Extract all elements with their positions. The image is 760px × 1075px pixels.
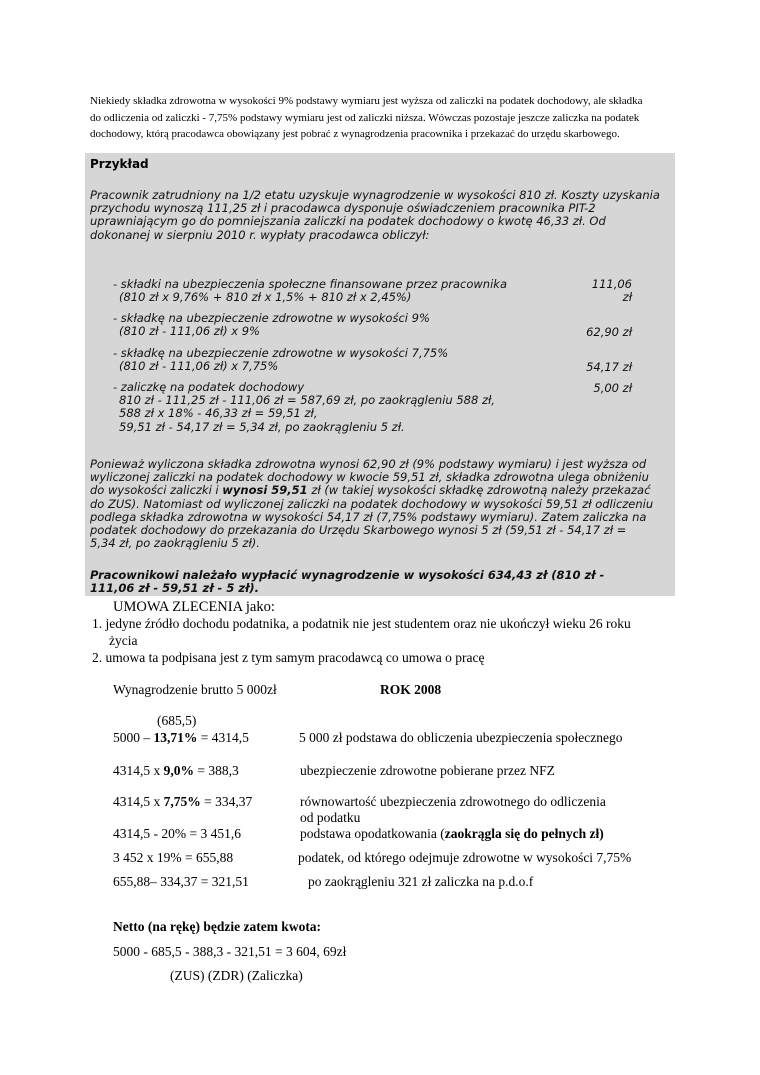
item-amount: [572, 278, 632, 304]
conclusion-line: podlega składka zdrowotna w wysokości 54,17 zł (7,75% podstawy wymiaru). Zatem zaliczka na: [90, 509, 647, 524]
example-intro: [90, 189, 660, 242]
item-line: 810 zł - 111,25 zł - 111,06 zł = 587,69 zł, po zaokrągleniu 588 zł,: [119, 393, 495, 408]
calc-desc: równowartość ubezpieczenia zdrowotnego do odliczenia: [300, 794, 606, 809]
calc-text: 4314,5 x: [113, 794, 164, 809]
conclusion-emphasis: wynosi 59,51: [222, 483, 308, 498]
calc-desc: 5 000 zł podstawa do obliczenia ubezpieczenia społecznego: [299, 730, 623, 745]
conclusion-line: Ponieważ wyliczona składka zdrowotna wynosi 62,90 zł (9% podstawy wymiaru) i jest wyższa od: [90, 457, 647, 471]
year-label: ROK 2008: [380, 682, 442, 697]
calc-rate: 13,71%: [153, 730, 198, 745]
final-line: 111,06 zł - 59,51 zł - 5 zł).: [90, 581, 259, 596]
item-amount: 5,00 zł: [593, 381, 632, 395]
calc-rate: 7,75%: [163, 794, 201, 809]
conclusion-line: 5,34 zł, po zaokrągleniu 5 zł).: [90, 536, 260, 551]
calc-desc: od podatku: [300, 810, 361, 825]
example-intro-line: przychodu wynoszą 111,25 zł i pracodawca dysponuje oświadczeniem pracownika PIT-2: [90, 201, 596, 216]
item-line: - składki na ubezpieczenia społeczne finansowane przez pracownika: [113, 277, 507, 291]
example-final: [90, 569, 604, 595]
conclusion-line: [90, 484, 653, 497]
netto-labels: (ZUS) (ZDR) (Zaliczka): [170, 968, 303, 983]
item-amount: 62,90 zł: [586, 325, 632, 339]
calc-desc: ubezpieczenie zdrowotne pobierane przez NFZ: [300, 763, 555, 778]
brutto-label: Wynagrodzenie brutto 5 000zł: [113, 682, 277, 697]
item-line: 588 zł x 18% - 46,33 zł = 59,51 zł,: [119, 406, 318, 421]
calc-desc: po zaokrągleniu 321 zł zaliczka na p.d.o.f: [308, 874, 534, 889]
final-line: Pracownikowi należało wypłacić wynagrodzenie w wysokości 634,43 zł (810 zł -: [90, 568, 605, 582]
netto-heading: Netto (na rękę) będzie zatem kwota:: [113, 919, 322, 934]
conclusion-line: do ZUS). Natomiast od wyliczonej zaliczki na podatek dochodowy w wysokości 59,51 zł odliczeniu: [90, 496, 654, 511]
item-line: 59,51 zł - 54,17 zł = 5,34 zł, po zaokrągleniu 5 zł.: [119, 419, 405, 434]
deduction-item-health-9: [113, 312, 430, 338]
umowa-item-1-cont: życia: [109, 633, 138, 648]
item-line: (810 zł - 111,06 zł) x 7,75%: [119, 359, 279, 374]
calc-rate: 9,0%: [163, 763, 194, 778]
deduction-item-social: [113, 278, 507, 304]
umowa-item-1: 1. jedyne źródło dochodu podatnika, a podatnik nie jest studentem oraz nie ukończył wieku 26 roku: [92, 616, 631, 631]
example-heading: Przykład: [90, 157, 149, 171]
item-amount: 54,17 zł: [586, 360, 632, 374]
calc-row-advance: 655,88– 334,37 = 321,51: [113, 874, 249, 889]
calc-emphasis: zaokrągla się do pełnych zł): [444, 826, 604, 841]
zus-amount-note: (685,5): [157, 713, 197, 728]
calc-row-zus: [113, 730, 249, 746]
conclusion-line: podatek dochodowy do przekazania do Urzędu Skarbowego wynosi 5 zł (59,51 zł - 54,17 zł =: [90, 523, 627, 538]
conclusion-text: zł (w takiej wysokości składkę zdrowotną należy przekazać: [307, 483, 651, 498]
netto-formula: 5000 - 685,5 - 388,3 - 321,51 = 3 604, 69zł: [113, 944, 347, 959]
calc-text: 4314,5 x: [113, 763, 164, 778]
item-line: - zaliczkę na podatek dochodowy: [113, 380, 305, 394]
calc-row-tax: 3 452 x 19% = 655,88: [113, 850, 234, 865]
intro-line: dochodowy, którą pracodawca obowiązany jest pobrać z wynagrodzenia pracownika i przekazać do urzędu skarbowego.: [90, 128, 620, 140]
example-conclusion: [90, 458, 653, 550]
example-intro-line: Pracownik zatrudniony na 1/2 etatu uzyskuje wynagrodzenie w wysokości 810 zł. Koszty uzyskania: [90, 188, 660, 202]
calc-text: = 4314,5: [197, 730, 249, 745]
conclusion-text: do wysokości zaliczki i: [90, 483, 223, 498]
calc-text: podstawa opodatkowania (: [300, 826, 445, 841]
calc-text: = 334,37: [200, 794, 253, 809]
example-box: [85, 153, 675, 596]
intro-paragraph: [90, 93, 680, 143]
deduction-item-health-775: [113, 347, 448, 373]
amount-line: zł: [622, 290, 632, 305]
calc-text: 5000 –: [113, 730, 154, 745]
amount-line: 111,06: [591, 277, 632, 291]
umowa-heading: UMOWA ZLECENIA jako:: [113, 599, 275, 615]
calc-desc: podatek, od którego odejmuje zdrowotne w wysokości 7,75%: [298, 850, 632, 865]
calc-row-health: [113, 763, 239, 779]
example-intro-line: uprawniającym go do pomniejszania zaliczki na podatek dochodowy o kwotę 46,33 zł. Od: [90, 214, 606, 229]
calc-row-health-deduct: [113, 794, 252, 810]
calc-text: = 388,3: [194, 763, 239, 778]
umowa-item-2: 2. umowa ta podpisana jest z tym samym pracodawcą co umowa o pracę: [92, 650, 485, 665]
intro-line: Niekiedy składka zdrowotna w wysokości 9% podstawy wymiaru jest wyższa od zaliczki na podatek dochodowy, ale składka: [90, 95, 643, 107]
item-line: - składkę na ubezpieczenie zdrowotne w wysokości 7,75%: [113, 346, 449, 360]
intro-line: do odliczenia od zaliczki - 7,75% podstawy wymiaru jest od zaliczki niższa. Wówczas pozostaje jeszcze zaliczka na podatek: [90, 111, 640, 124]
item-line: - składkę na ubezpieczenie zdrowotne w wysokości 9%: [113, 311, 430, 325]
deduction-item-tax: [113, 381, 495, 434]
item-line: (810 zł - 111,06 zł) x 9%: [119, 324, 260, 339]
example-intro-line: dokonanej w sierpniu 2010 r. wypłaty pracodawca obliczył:: [90, 227, 430, 242]
calc-row-tax-base: 4314,5 - 20% = 3 451,6: [113, 826, 241, 841]
calc-desc: [300, 826, 604, 842]
conclusion-line: wyliczonej zaliczki na podatek dochodowy w kwocie 59,51 zł, składka zdrowotna ulega obniżeniu: [90, 470, 649, 485]
item-line: (810 zł x 9,76% + 810 zł x 1,5% + 810 zł x 2,45%): [119, 290, 412, 305]
